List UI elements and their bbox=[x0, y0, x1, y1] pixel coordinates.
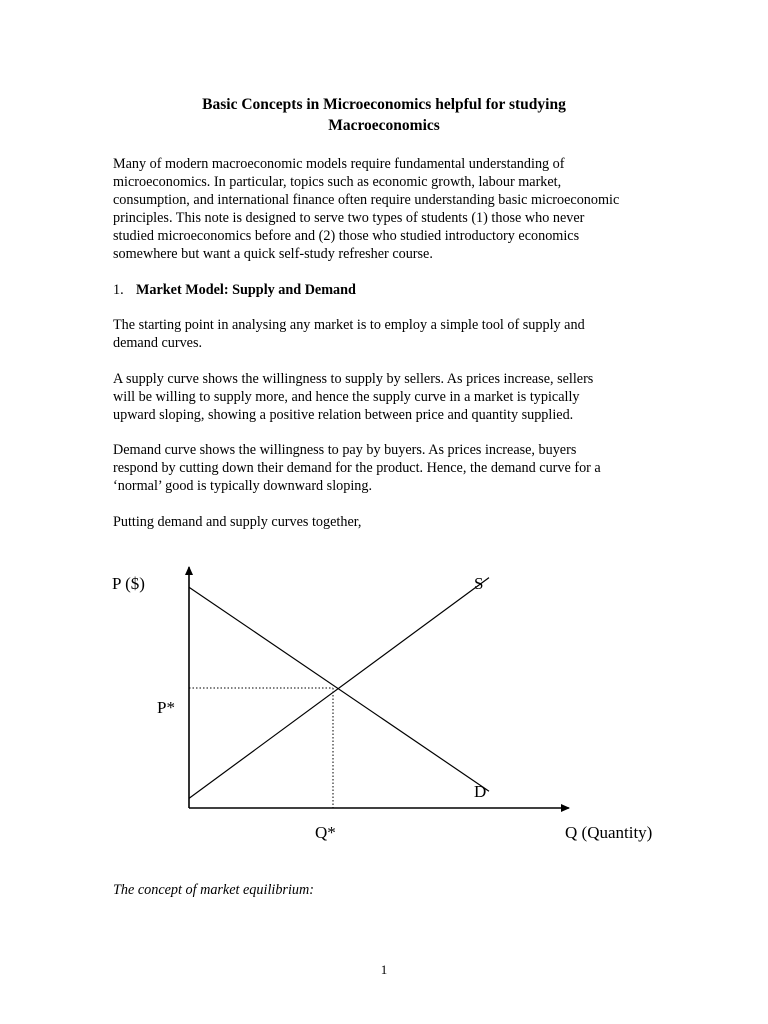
section-number: 1. bbox=[113, 282, 124, 298]
text-line: respond by cutting down their demand for the product. Hence, the demand curve for a bbox=[113, 460, 601, 476]
text-line: consumption, and international finance often require understanding basic microeconomic bbox=[113, 192, 620, 208]
section-title: Market Model: Supply and Demand bbox=[136, 282, 356, 298]
title-line-1: Basic Concepts in Microeconomics helpful for studying bbox=[202, 96, 566, 113]
supply-curve bbox=[189, 578, 489, 799]
y-axis-label: P ($) bbox=[112, 574, 145, 593]
x-axis-label: Q (Quantity) bbox=[565, 823, 653, 842]
equilibrium-price-label: P* bbox=[157, 698, 175, 717]
text-line: The starting point in analysing any market is to employ a simple tool of supply and bbox=[113, 317, 585, 333]
text-line: studied microeconomics before and (2) those who studied introductory economics bbox=[113, 228, 580, 244]
text-line: principles. This note is designed to serve two types of students (1) those who never bbox=[113, 210, 585, 226]
text-line: demand curves. bbox=[113, 335, 203, 351]
demand-label: D bbox=[474, 782, 487, 801]
text-line: Many of modern macroeconomic models require fundamental understanding of bbox=[113, 156, 565, 172]
page-number: 1 bbox=[380, 962, 388, 977]
text-line: will be willing to supply more, and hence the supply curve in a market is typically bbox=[113, 389, 580, 405]
figure-caption: The concept of market equilibrium: bbox=[113, 882, 314, 898]
text-line: Demand curve shows the willingness to pay by buyers. As prices increase, buyers bbox=[113, 442, 577, 458]
text-line: somewhere but want a quick self-study refresher course. bbox=[113, 246, 433, 262]
title-line-2: Macroeconomics bbox=[328, 117, 440, 134]
text-line: ‘normal’ good is typically downward sloping. bbox=[113, 478, 373, 494]
supply-label: S bbox=[474, 574, 484, 593]
text-line: Putting demand and supply curves together, bbox=[113, 514, 362, 530]
equilibrium-quantity-label: Q* bbox=[315, 823, 336, 842]
text-line: upward sloping, showing a positive relation between price and quantity supplied. bbox=[113, 407, 574, 423]
text-line: microeconomics. In particular, topics such as economic growth, labour market, bbox=[113, 174, 562, 190]
text-line: A supply curve shows the willingness to supply by sellers. As prices increase, sellers bbox=[113, 371, 594, 387]
demand-curve bbox=[189, 587, 489, 791]
